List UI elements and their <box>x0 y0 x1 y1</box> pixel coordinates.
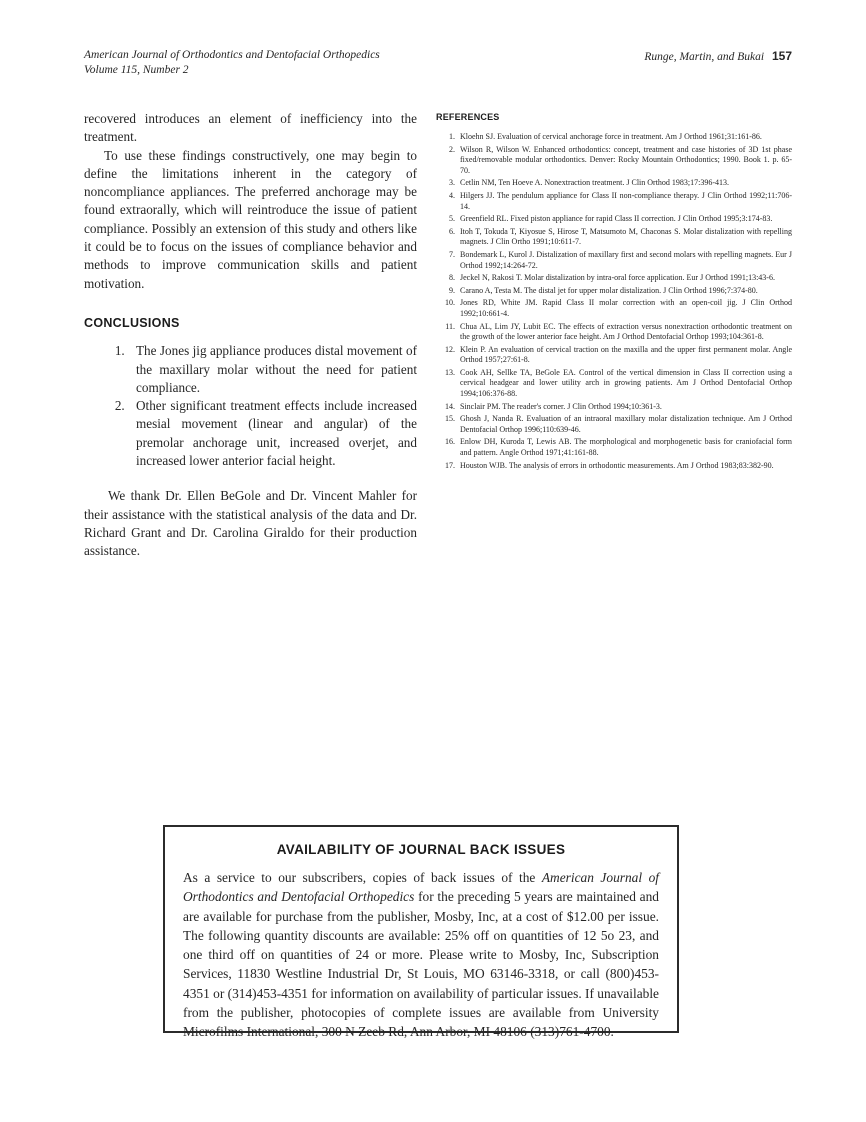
reference-item: 16. Enlow DH, Kuroda T, Lewis AB. The morphological and morphogenetic basis for craniofacial form and pattern. Angle Orthod 1971;41:161-88. <box>457 437 792 458</box>
back-issues-box <box>163 825 679 1040</box>
reference-item: 11. Chua AL, Lim JY, Lubit EC. The effects of extraction versus nonextraction orthodontic treatment on the growth of the lower anterior face height. Am J Orthod Dentofacial Orthop 1993;104:361-8. <box>457 322 792 343</box>
back-issues-text-post: for the preceding 5 years are maintained and are available for purchase from the publisher, Mosby, Inc, at a cost of $12.00 per issue. The following quantity discounts are available: 25% off on quantities of 12 5o 23, and one third off on quantities of 24 or more. Please write to Mosby, Inc, Subscription Services, 11830 Westline Industrial Dr, St Louis, MO 63146-3318, or call (800)453-4351 or (314)453-4351 for information on availability of particular issues. If unavailable from the publisher, photocopies of complete issues are available from University Microfilms International, 300 N Zeeb Rd, Ann Arbor, MI 48106 (313)761-4700. <box>183 889 659 1040</box>
conclusions-heading: CONCLUSIONS <box>84 315 180 330</box>
reference-item: 3. Cetlin NM, Ten Hoeve A. Nonextraction treatment. J Clin Orthod 1983;17:396-413. <box>457 178 792 189</box>
references-list <box>436 132 792 471</box>
reference-item: 12. Klein P. An evaluation of cervical traction on the maxilla and the upper first permanent molar. Angle Orthod 1957;27:61-8. <box>457 345 792 366</box>
two-column-body <box>84 110 792 561</box>
reference-item: 14. Sinclair PM. The reader's corner. J Clin Orthod 1994;10:361-3. <box>457 402 792 413</box>
references-heading: REFERENCES <box>436 112 500 122</box>
reference-item: 13. Cook AH, Sellke TA, BeGole EA. Control of the vertical dimension in Class II correction using a cervical headgear and lower utility arch in growing patients. Am J Orthod Dentofacial Orthop 1994;106:376-88. <box>457 368 792 400</box>
reference-item: 1. Kloehn SJ. Evaluation of cervical anchorage force in treatment. Am J Orthod 1961;31:161-86. <box>457 132 792 143</box>
back-issues-text-pre: As a service to our subscribers, copies of back issues of the <box>183 870 542 885</box>
journal-issue: Volume 115, Number 2 <box>84 64 189 76</box>
acknowledgment: We thank Dr. Ellen BeGole and Dr. Vincent Mahler for their assistance with the statistical analysis of the data and Dr. Richard Grant and Dr. Carolina Giraldo for their production assistance. <box>84 488 417 559</box>
paragraph-discussion: To use these findings constructively, one may begin to define the limitations inherent in the category of noncompliance appliances. The preferred anchorage may be found extraorally, which will reintroduce the issue of patient compliance. Possibly an extension of this study and others like it could be to focus on the issues of compliance behavior and methods to improve communication skills and patient motivation. <box>84 147 417 291</box>
paragraph-continuation: recovered introduces an element of inefficiency into the treatment. <box>84 111 417 145</box>
reference-item: 4. Hilgers JJ. The pendulum appliance for Class II non-compliance therapy. J Clin Orthod 1992;11:706-14. <box>457 191 792 212</box>
reference-item: 17. Houston WJB. The analysis of errors in orthodontic measurements. Am J Orthod 1983;83:382-90. <box>457 461 792 472</box>
journal-name-italic: American Journal of Orthodontics and Dentofacial Orthopedics <box>183 870 660 905</box>
reference-item: 8. Jeckel N, Rakosi T. Molar distalization by intra-oral force application. Eur J Orthod 1991;13:43-6. <box>457 273 792 284</box>
reference-item: 15. Ghosh J, Nanda R. Evaluation of an intraoral maxillary molar distalization technique. Am J Orthod Dentofacial Orthop 1996;110:639-46. <box>457 414 792 435</box>
reference-item: 7. Bondemark L, Kurol J. Distalization of maxillary first and second molars with repelling magnets. Eur J Orthod 1992;14:264-72. <box>457 250 792 271</box>
back-issues-text <box>183 868 659 1042</box>
references-column <box>436 110 792 561</box>
conclusion-item: 2. Other significant treatment effects include increased mesial movement (linear and angular) of the premolar anchorage unit, increased overjet, and increased lower anterior facial height. <box>128 397 417 470</box>
conclusions-list <box>84 342 417 470</box>
reference-item: 2. Wilson R, Wilson W. Enhanced orthodontics: concept, treatment and case histories of 3D 1st phase fixed/removable modular orthodontics. Denver: Rocky Mountain Orthodontics; 1990. Book 1. p. 65-70. <box>457 145 792 177</box>
reference-item: 5. Greenfield RL. Fixed piston appliance for rapid Class II correction. J Clin Orthod 1995;3:174-83. <box>457 214 792 225</box>
reference-item: 10. Jones RD, White JM. Rapid Class II molar correction with an open-coil jig. J Clin Orthod 1992;10:661-4. <box>457 298 792 319</box>
page-header <box>84 48 792 78</box>
reference-item: 9. Carano A, Testa M. The distal jet for upper molar distalization. J Clin Orthod 1996;7:374-80. <box>457 286 792 297</box>
journal-name: American Journal of Orthodontics and Dentofacial Orthopedics <box>84 49 380 61</box>
conclusion-item: 1. The Jones jig appliance produces distal movement of the maxillary molar without the need for patient compliance. <box>128 342 417 397</box>
journal-title-block <box>84 48 380 78</box>
reference-item: 6. Itoh T, Tokuda T, Kiyosue S, Hirose T, Matsumoto M, Chaconas S. Molar distalization with repelling magnets. J Clin Ortho 1991;10:611-7. <box>457 227 792 248</box>
left-column <box>84 110 417 561</box>
running-authors: Runge, Martin, and Bukai <box>644 51 765 63</box>
page-number: 157 <box>771 49 792 63</box>
back-issues-title: AVAILABILITY OF JOURNAL BACK ISSUES <box>276 842 566 857</box>
running-head <box>644 48 792 65</box>
